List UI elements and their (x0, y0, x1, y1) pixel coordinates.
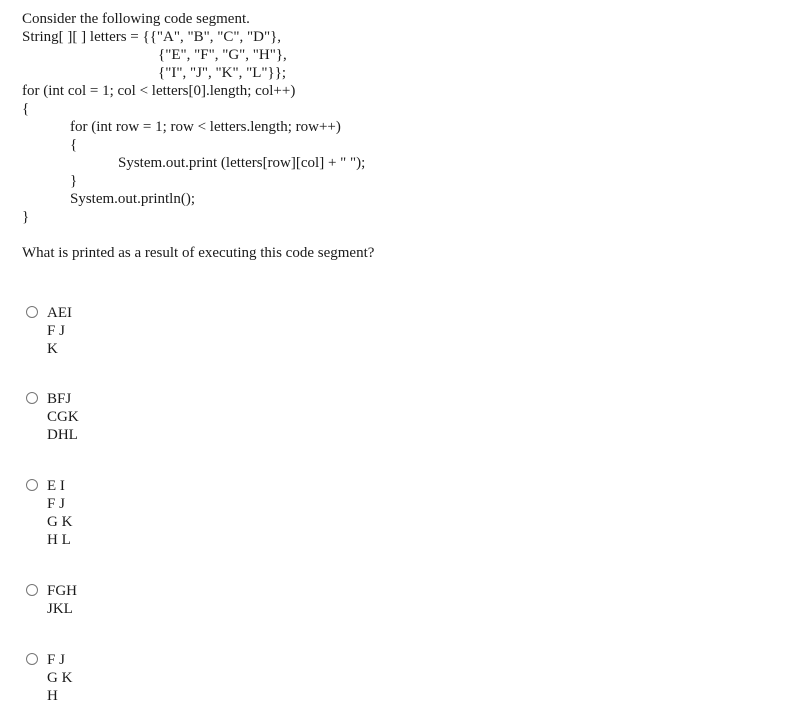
code-line: String[ ][ ] letters = {{"A", "B", "C", "D"}, (22, 29, 282, 45)
code-line: {"E", "F", "G", "H"}, (158, 47, 287, 63)
code-line: System.out.print (letters[row][col] + " "); (118, 155, 366, 171)
option-text (47, 651, 72, 705)
code-line: for (int col = 1; col < letters[0].length; col++) (22, 83, 296, 99)
option-line: K (47, 341, 58, 357)
radio-button[interactable] (26, 392, 38, 404)
option-line: G K (47, 670, 73, 686)
question-prompt: What is printed as a result of executing this code segment? (22, 245, 375, 261)
option-text (47, 477, 72, 549)
option-line: E I (47, 478, 65, 494)
radio-button[interactable] (26, 306, 38, 318)
option-line: H (47, 688, 58, 704)
option-text (47, 390, 79, 444)
option-text (47, 582, 77, 618)
option-line: F J (47, 323, 65, 339)
code-line: } (22, 209, 30, 225)
option-line: F J (47, 652, 65, 668)
code-line: for (int row = 1; row < letters.length; row++) (70, 119, 341, 135)
code-line: { (70, 137, 78, 153)
radio-button[interactable] (26, 584, 38, 596)
code-line: System.out.println(); (70, 191, 195, 207)
option-line: F J (47, 496, 65, 512)
option-line: DHL (47, 427, 78, 443)
option-line: G K (47, 514, 73, 530)
option-line: BFJ (47, 391, 72, 407)
question-intro: Consider the following code segment. (22, 11, 250, 27)
radio-button[interactable] (26, 653, 38, 665)
option-line: FGH (47, 583, 78, 599)
option-line: JKL (47, 601, 73, 617)
option-text (47, 304, 72, 358)
radio-button[interactable] (26, 479, 38, 491)
option-line: H L (47, 532, 71, 548)
option-line: CGK (47, 409, 79, 425)
code-line: { (22, 101, 30, 117)
code-line: } (70, 173, 78, 189)
code-line: {"I", "J", "K", "L"}}; (158, 65, 287, 81)
option-line: AEI (47, 305, 72, 321)
